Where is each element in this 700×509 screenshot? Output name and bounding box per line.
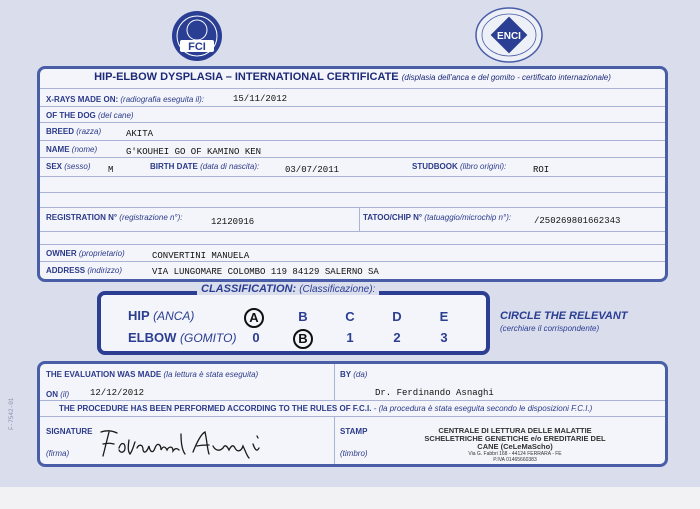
title-italian: (displasia dell'anca e del gomito - certificato internazionale) <box>401 73 611 82</box>
studbook-label: STUDBOOK (libro origini): <box>412 162 507 171</box>
hip-grade-d[interactable]: D <box>392 309 402 324</box>
classification-title: CLASSIFICATION: (Classificazione): <box>197 283 379 295</box>
hip-grade-a-circled[interactable]: A <box>244 308 264 328</box>
breed-label: BREED (razza) <box>46 127 102 136</box>
evaluation-by-label: BY (da) <box>340 370 368 379</box>
dog-name-value: G'KOUHEI GO OF KAMINO KEN <box>126 147 262 157</box>
stamp-line-4: Via G. Fabbri 168 - 44124 FERRARA - FE <box>468 451 562 457</box>
evaluation-label: THE EVALUATION WAS MADE (la lettura è stata eseguita) <box>46 370 259 379</box>
handwritten-signature <box>97 424 277 460</box>
breed-value: AKITA <box>126 129 154 139</box>
fci-logo-text: FCI <box>188 41 206 53</box>
xray-label: X-RAYS MADE ON: (radiografia eseguita il): <box>46 95 204 104</box>
evaluation-date: 12/12/2012 <box>90 388 145 398</box>
stamp-imprint <box>395 427 635 463</box>
circle-instruction: CIRCLE THE RELEVANT <box>500 310 628 322</box>
elbow-grade-1[interactable]: 1 <box>346 330 354 345</box>
address-label: ADDRESS (indirizzo) <box>46 266 123 275</box>
dog-data-box <box>37 66 668 282</box>
elbow-grade-2[interactable]: 2 <box>393 330 401 345</box>
elbow-grade-0[interactable]: 0 <box>252 330 260 345</box>
chip-label: TATOO/CHIP N° (tatuaggio/microchip n°): <box>363 213 512 222</box>
procedure-statement: THE PROCEDURE HAS BEEN PERFORMED ACCORDING TO THE RULES OF F.C.I. - (la procedura è stata eseguita secondo le disposizioni F.C.I.) <box>59 404 593 413</box>
enci-logo-text: ENCI <box>497 31 521 42</box>
stamp-line-1: CENTRALE DI LETTURA DELLE MALATTIE <box>438 426 592 435</box>
owner-value: CONVERTINI MANUELA <box>152 251 250 261</box>
birth-date-value: 03/07/2011 <box>285 165 340 175</box>
elbow-label: ELBOW (GOMITO) <box>128 330 237 345</box>
stamp-line-2: SCHELETRICHE GENETICHE e/o EREDITARIE DEL <box>424 434 606 443</box>
paper-bottom-margin <box>0 487 700 509</box>
chip-value: /250269801662343 <box>534 216 621 226</box>
evaluation-on-label: ON (il) <box>46 390 70 399</box>
circle-instruction-italian: (cerchiare il corrispondente) <box>500 324 600 333</box>
signature-label-italian: (firma) <box>46 449 70 458</box>
address-value: VIA LUNGOMARE COLOMBO 119 84129 SALERNO SA <box>152 267 379 277</box>
hip-grade-e[interactable]: E <box>439 309 449 324</box>
stamp-label-italian: (timbro) <box>340 449 368 458</box>
sex-value: M <box>108 165 114 175</box>
registration-label: REGISTRATION N° (registrazione n°): <box>46 213 183 222</box>
xray-date: 15/11/2012 <box>233 94 288 104</box>
stamp-line-3: CANE (CeLeMaScho) <box>477 442 553 451</box>
form-code: F-7542-01 <box>8 397 15 430</box>
owner-label: OWNER (proprietario) <box>46 249 125 258</box>
certificate-title <box>40 71 665 83</box>
elbow-grade-3[interactable]: 3 <box>440 330 448 345</box>
evaluator-name: Dr. Ferdinando Asnaghi <box>375 388 494 398</box>
hip-grade-b[interactable]: B <box>298 309 308 324</box>
stamp-line-5: P.IVA 01465660383 <box>493 457 537 463</box>
hip-label: HIP (ANCA) <box>128 308 195 323</box>
hip-grade-c[interactable]: C <box>345 309 355 324</box>
dog-section-label: OF THE DOG (del cane) <box>46 111 134 120</box>
enci-logo <box>474 6 544 64</box>
title-text: HIP-ELBOW DYSPLASIA – INTERNATIONAL CERTIFICATE <box>94 71 399 83</box>
signature-label: SIGNATURE <box>46 427 93 436</box>
studbook-value: ROI <box>533 165 550 175</box>
name-label: NAME (nome) <box>46 145 98 154</box>
stamp-label: STAMP <box>340 427 368 436</box>
birth-label: BIRTH DATE (data di nascita): <box>150 162 260 171</box>
elbow-grade-b-circled[interactable]: B <box>293 329 313 349</box>
fci-logo <box>171 10 223 62</box>
sex-label: SEX (sesso) <box>46 162 91 171</box>
registration-value: 12120916 <box>211 217 255 227</box>
